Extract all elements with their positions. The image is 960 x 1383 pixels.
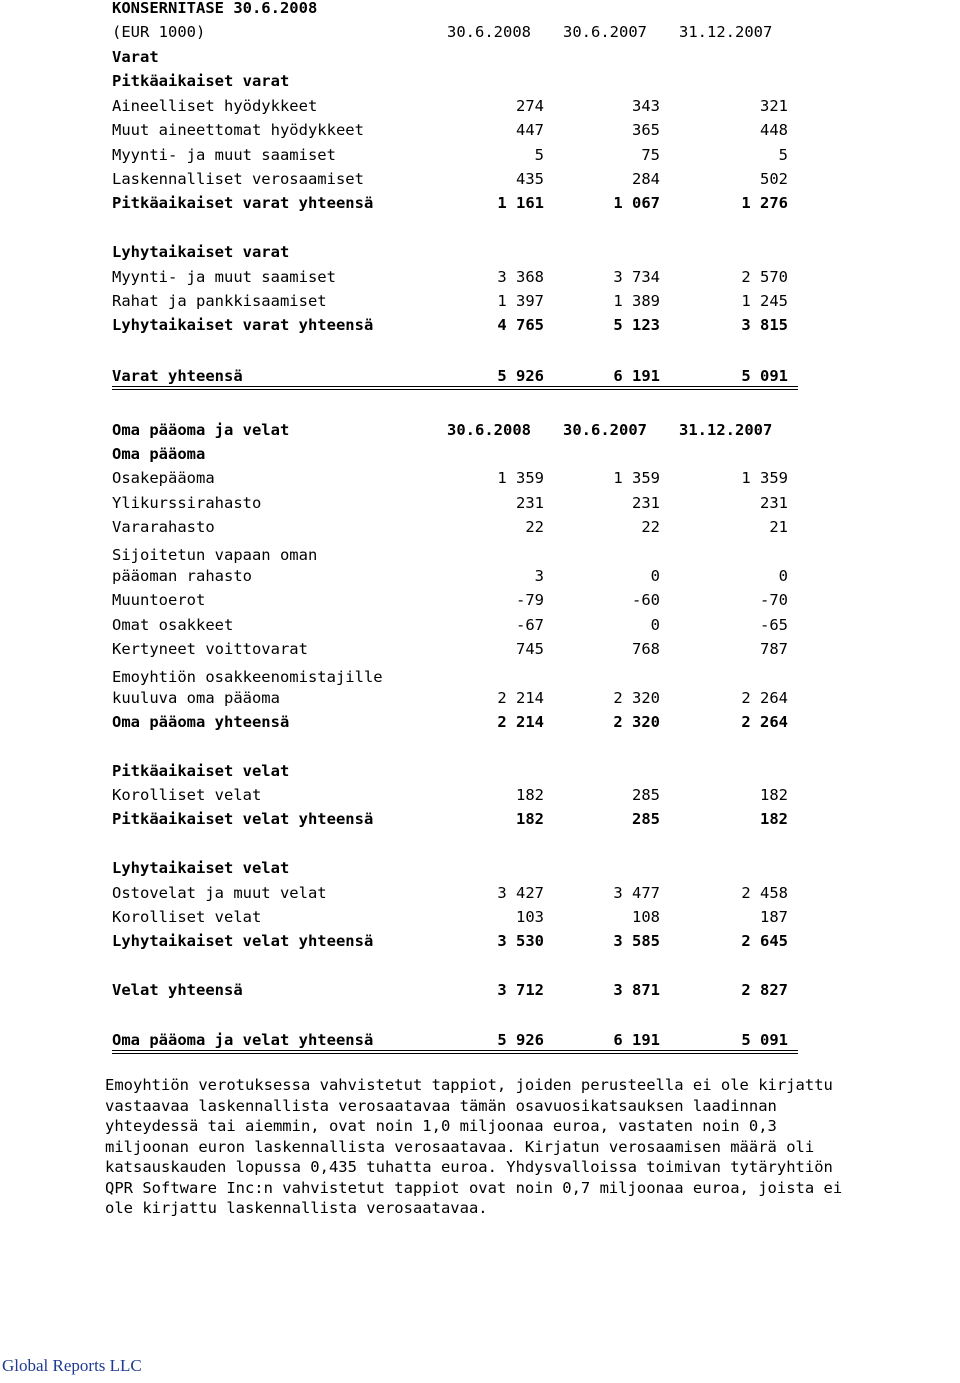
- cell-value: 22: [525, 518, 544, 536]
- cell-value: 182: [760, 786, 788, 804]
- cell-value: 3 734: [613, 268, 660, 286]
- cell-value: 787: [760, 640, 788, 658]
- row-label: Oma pääoma ja velat yhteensä: [112, 1031, 374, 1049]
- cell-value: 231: [760, 494, 788, 512]
- cell-value: 1 067: [613, 194, 660, 212]
- table-row: [112, 144, 792, 166]
- cell-value: 5: [534, 146, 544, 164]
- row-label: Vararahasto: [112, 518, 215, 536]
- cell-value: 1 245: [741, 292, 788, 310]
- cell-value: 103: [516, 908, 544, 926]
- cell-value: 1 359: [613, 469, 660, 487]
- cell-value: 2 570: [741, 268, 788, 286]
- table-row: [112, 516, 792, 538]
- row-label: Emoyhtiön osakkeenomistajille kuuluva oma pääoma: [112, 668, 383, 707]
- cell-value: 365: [632, 121, 660, 139]
- column-header: 30.6.2008: [447, 23, 531, 41]
- row-label: Korolliset velat: [112, 908, 262, 926]
- cell-value: 3 712: [497, 981, 544, 999]
- cell-value: 6 191: [613, 1031, 660, 1049]
- cell-value: 0: [778, 567, 788, 585]
- cell-value: 22: [641, 518, 660, 536]
- cell-value: 2 320: [613, 689, 660, 707]
- cell-value: 2 214: [497, 713, 544, 731]
- cell-value: 5 926: [497, 367, 544, 385]
- cell-value: 1 359: [741, 469, 788, 487]
- subtotal-row: [112, 192, 792, 214]
- row-label: Varat yhteensä: [112, 367, 243, 385]
- row-label: Laskennalliset verosaamiset: [112, 170, 364, 188]
- cell-value: 3 585: [613, 932, 660, 950]
- cell-value: 2 458: [741, 884, 788, 902]
- table-row: [112, 266, 792, 288]
- table-row: [112, 589, 792, 611]
- row-label: Korolliset velat: [112, 786, 262, 804]
- column-header-row: [112, 21, 792, 43]
- cell-value: 435: [516, 170, 544, 188]
- cell-value: 75: [641, 146, 660, 164]
- table-row: [112, 492, 792, 514]
- cell-value: 284: [632, 170, 660, 188]
- cell-value: 5 123: [613, 316, 660, 334]
- cell-value: 2 264: [741, 689, 788, 707]
- cell-value: -70: [760, 591, 788, 609]
- subsection-heading-text: Pitkäaikaiset varat: [112, 72, 290, 90]
- cell-value: 1 359: [497, 469, 544, 487]
- subsection-heading: [112, 443, 792, 465]
- cell-value: 447: [516, 121, 544, 139]
- cell-value: 3 815: [741, 316, 788, 334]
- tax-loss-note: Emoyhtiön verotuksessa vahvistetut tappiot, joiden perusteella ei ole kirjattu vastaavaa laskennallista verosaatavaa tämän osavuosikatsauksen laadinnan yhteydessä tai aiemmin, ovat noin 1,0 miljoonaa euroa, vastaten noin 0,3 miljoonan euron laskennallista verosaatavaa. Kirjatun verosaamisen määrä oli katsauskauden lopussa 0,435 tuhatta euroa. Yhdysvalloissa toimivan tytäryhtiön QPR Software Inc:n vahvistetut tappiot ovat noin 0,7 miljoonaa euroa, joista ei ole kirjattu laskennallista verosaatavaa.: [105, 1076, 843, 1217]
- cell-value: 5 091: [741, 367, 788, 385]
- column-header: 30.6.2008: [447, 421, 531, 439]
- cell-value: 5: [778, 146, 788, 164]
- section-heading: [112, 46, 792, 68]
- cell-value: 5 091: [741, 1031, 788, 1049]
- cell-value: 1 276: [741, 194, 788, 212]
- cell-value: 231: [516, 494, 544, 512]
- table-row: [112, 614, 792, 636]
- cell-value: 231: [632, 494, 660, 512]
- row-label: Ylikurssirahasto: [112, 494, 262, 512]
- cell-value: 6 191: [613, 367, 660, 385]
- subtotal-row: [112, 314, 792, 336]
- row-label: Muut aineettomat hyödykkeet: [112, 121, 364, 139]
- cell-value: 3 530: [497, 932, 544, 950]
- row-label: Kertyneet voittovarat: [112, 640, 308, 658]
- subsection-heading: [112, 70, 792, 92]
- row-label: Osakepääoma: [112, 469, 215, 487]
- cell-value: 1 389: [613, 292, 660, 310]
- column-header: 30.6.2007: [563, 23, 647, 41]
- row-label: Oma pääoma yhteensä: [112, 713, 290, 731]
- row-label: Velat yhteensä: [112, 981, 243, 999]
- cell-value: 1 397: [497, 292, 544, 310]
- column-header: 31.12.2007: [679, 23, 773, 41]
- column-header-row: [112, 419, 792, 441]
- section-heading-text: Varat: [112, 48, 159, 66]
- cell-value: 3: [534, 567, 544, 585]
- cell-value: -79: [516, 591, 544, 609]
- row-label: Omat osakkeet: [112, 616, 234, 634]
- subtotal-row: [112, 711, 792, 733]
- cell-value: 502: [760, 170, 788, 188]
- row-label: Myynti- ja muut saamiset: [112, 268, 336, 286]
- row-label: Lyhytaikaiset velat yhteensä: [112, 932, 374, 950]
- cell-value: -65: [760, 616, 788, 634]
- cell-value: 2 320: [613, 713, 660, 731]
- table-row: [112, 906, 792, 928]
- cell-value: 343: [632, 97, 660, 115]
- cell-value: 0: [650, 616, 660, 634]
- cell-value: 321: [760, 97, 788, 115]
- cell-value: 108: [632, 908, 660, 926]
- subsection-heading-text: Lyhytaikaiset velat: [112, 859, 290, 877]
- cell-value: 285: [632, 810, 660, 828]
- table-row: [112, 290, 792, 312]
- cell-value: 182: [516, 810, 544, 828]
- subsection-heading: [112, 760, 792, 782]
- table-row: [112, 467, 792, 489]
- subtotal-row: [112, 930, 792, 952]
- column-header: 31.12.2007: [679, 421, 773, 439]
- cell-value: 182: [516, 786, 544, 804]
- subtotal-row: [112, 808, 792, 830]
- row-label: Pitkäaikaiset varat yhteensä: [112, 194, 374, 212]
- footer-publisher: Global Reports LLC: [2, 1356, 142, 1375]
- subsection-heading-text: Lyhytaikaiset varat: [112, 243, 290, 261]
- subsection-heading-text: Pitkäaikaiset velat: [112, 762, 290, 780]
- total-row: [112, 365, 792, 387]
- cell-value: 3 477: [613, 884, 660, 902]
- cell-value: 0: [650, 567, 660, 585]
- cell-value: -60: [632, 591, 660, 609]
- cell-value: 285: [632, 786, 660, 804]
- row-label: Rahat ja pankkisaamiset: [112, 292, 327, 310]
- unit-label: (EUR 1000): [112, 23, 206, 41]
- table-row: [112, 667, 792, 711]
- cell-value: 4 765: [497, 316, 544, 334]
- column-header: 30.6.2007: [563, 421, 647, 439]
- table-row: [112, 638, 792, 660]
- subtotal-row: [112, 979, 792, 1001]
- table-row: [112, 545, 792, 589]
- cell-value: 21: [769, 518, 788, 536]
- cell-value: -67: [516, 616, 544, 634]
- cell-value: 448: [760, 121, 788, 139]
- row-label: Ostovelat ja muut velat: [112, 884, 327, 902]
- cell-value: 5 926: [497, 1031, 544, 1049]
- row-label: Pitkäaikaiset velat yhteensä: [112, 810, 374, 828]
- cell-value: 274: [516, 97, 544, 115]
- cell-value: 745: [516, 640, 544, 658]
- section-heading-text: Oma pääoma ja velat: [112, 421, 290, 439]
- cell-value: 3 368: [497, 268, 544, 286]
- cell-value: 187: [760, 908, 788, 926]
- cell-value: 182: [760, 810, 788, 828]
- total-underline: [112, 1050, 798, 1054]
- subsection-heading: [112, 241, 792, 263]
- cell-value: 2 264: [741, 713, 788, 731]
- cell-value: 2 827: [741, 981, 788, 999]
- subsection-heading: [112, 857, 792, 879]
- row-label: Muuntoerot: [112, 591, 206, 609]
- row-label: Sijoitetun vapaan oman pääoman rahasto: [112, 546, 318, 585]
- total-underline: [112, 386, 798, 390]
- row-label: Myynti- ja muut saamiset: [112, 146, 336, 164]
- table-row: [112, 119, 792, 141]
- table-row: [112, 882, 792, 904]
- cell-value: 2 214: [497, 689, 544, 707]
- cell-value: 2 645: [741, 932, 788, 950]
- total-row: [112, 1029, 792, 1051]
- table-row: [112, 168, 792, 190]
- cell-value: 3 871: [613, 981, 660, 999]
- subsection-heading-text: Oma pääoma: [112, 445, 206, 463]
- table-row: [112, 784, 792, 806]
- title-text: KONSERNITASE 30.6.2008: [112, 0, 318, 17]
- page-title: [112, 0, 792, 19]
- table-row: [112, 95, 792, 117]
- cell-value: 3 427: [497, 884, 544, 902]
- row-label: Aineelliset hyödykkeet: [112, 97, 318, 115]
- cell-value: 1 161: [497, 194, 544, 212]
- row-label: Lyhytaikaiset varat yhteensä: [112, 316, 374, 334]
- cell-value: 768: [632, 640, 660, 658]
